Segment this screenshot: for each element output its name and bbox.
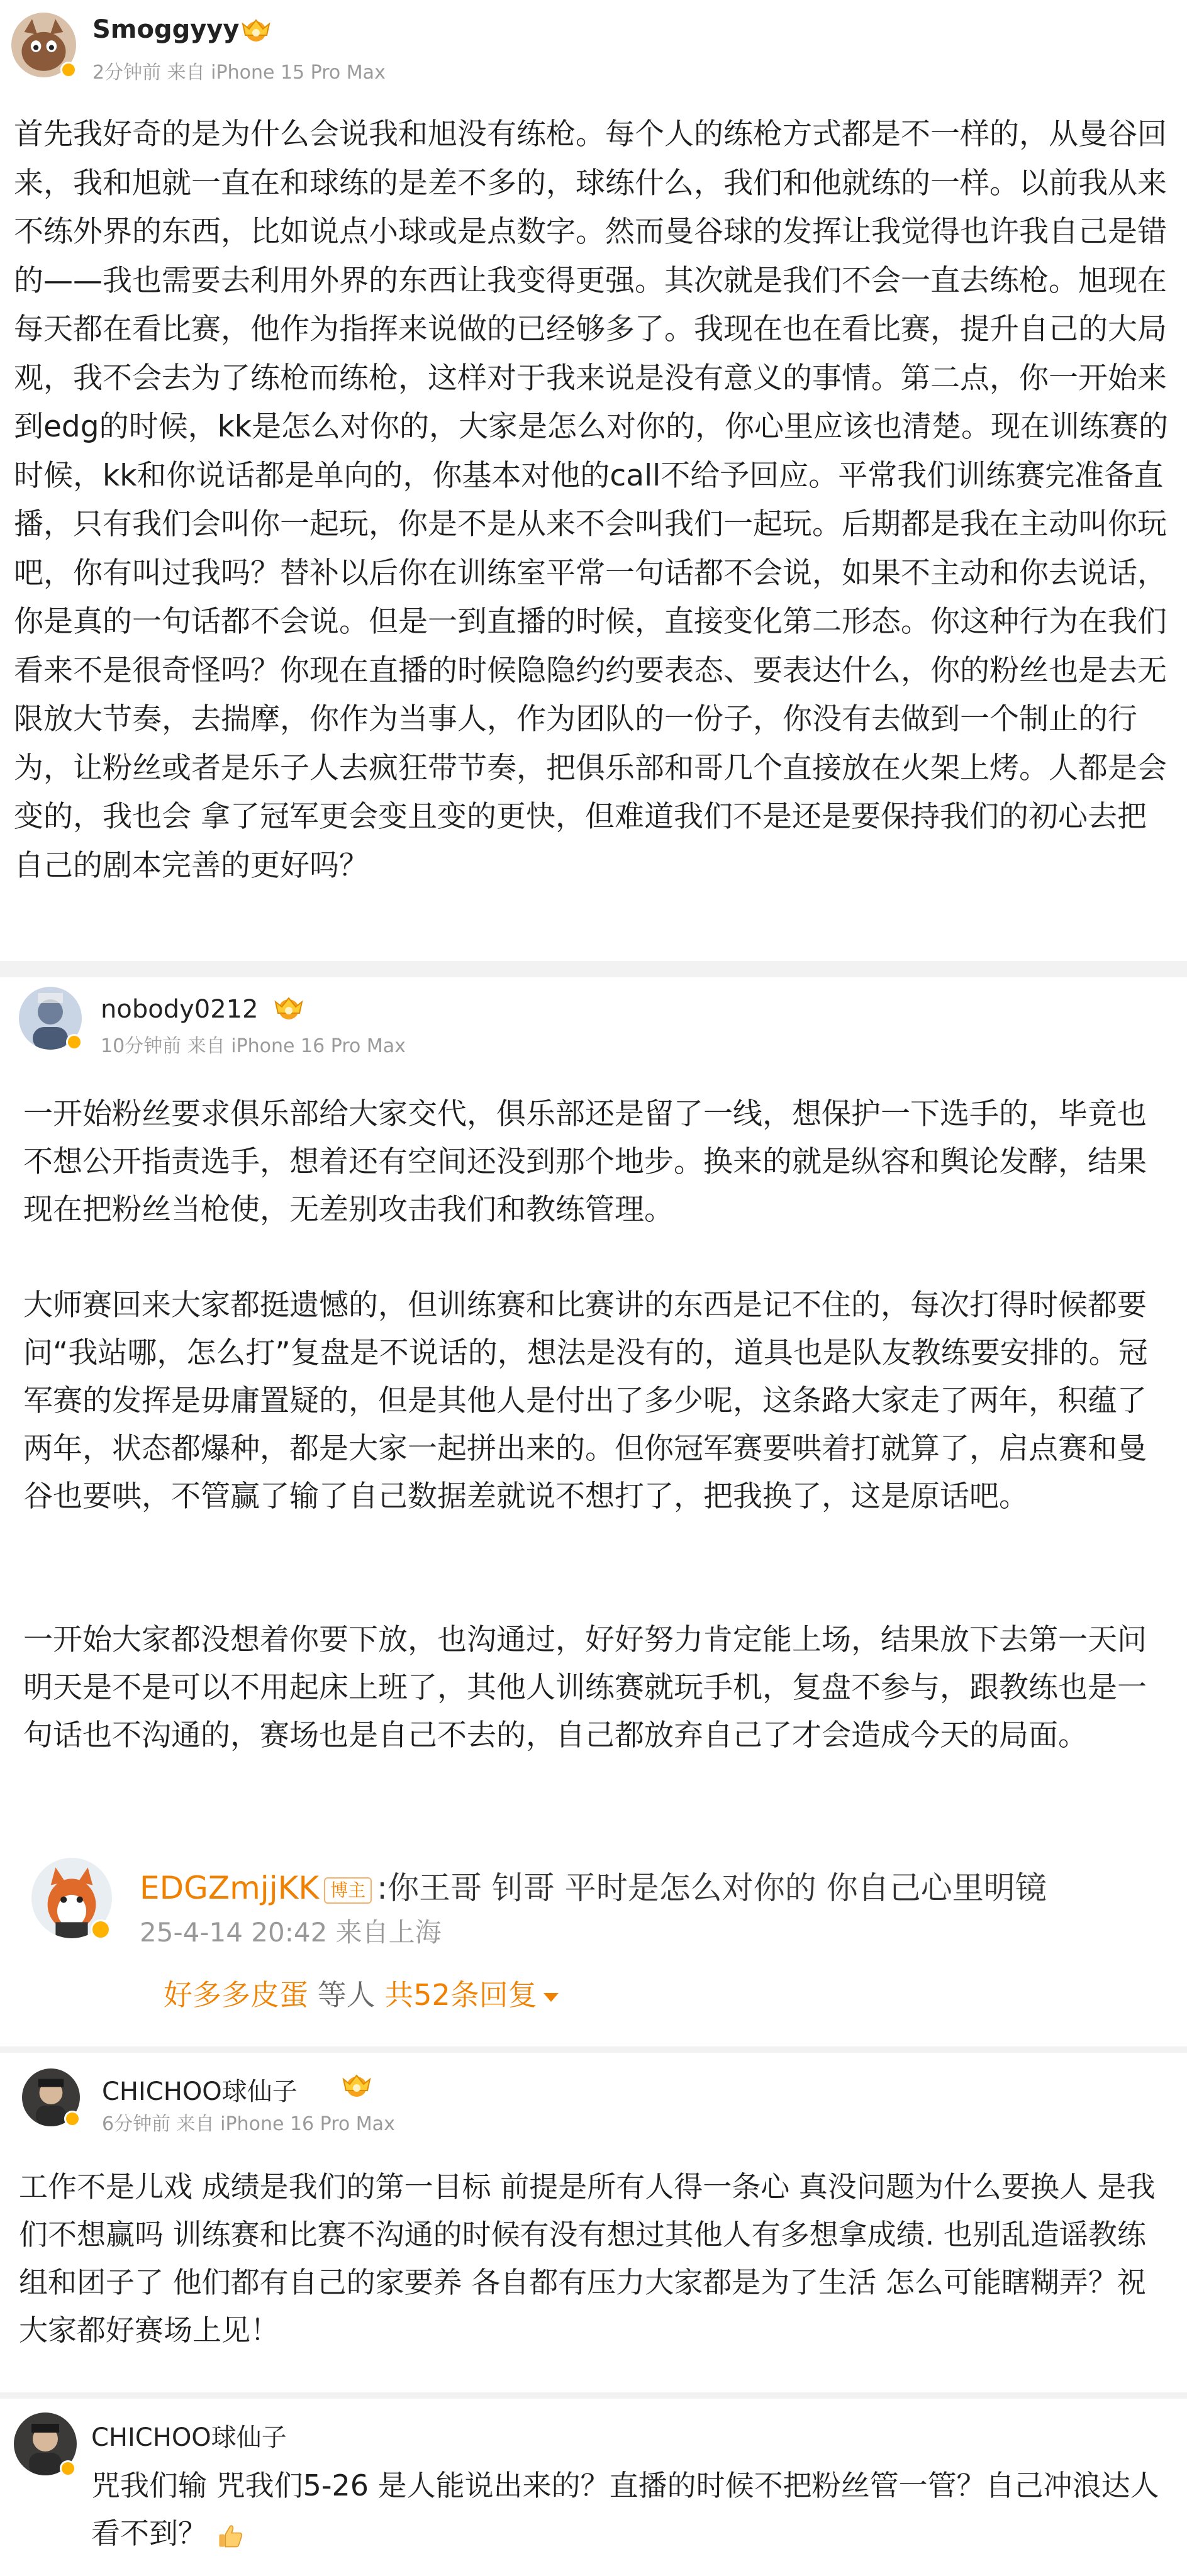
more-replies-users[interactable]: 好多多皮蛋 [164, 1978, 308, 2012]
reply-meta: 25-4-14 20:42 来自上海 [140, 1917, 442, 1948]
post-body-paragraph-2: 大师赛回来大家都挺遗憾的，但训练赛和比赛讲的东西是记不住的，每次打得时候都要问“我站哪，怎么打”复盘是不说话的，想法是没有的，道具也是队友教练要安排的。冠军赛的发挥是毋庸置疑的，但是其他人是付出了多少呢，这条路大家走了两年，积蕴了两年，状态都爆种，都是大家一起拼出来的。但你冠军赛要哄着打就算了，启点赛和曼谷也要哄，不管赢了输了自己数据差就说不想打了，把我换了，这是原话吧。 [23, 1288, 1148, 1514]
post-card-2 [0, 977, 1187, 2046]
divider [0, 2392, 1187, 2399]
username[interactable]: Smoggyyy [92, 15, 240, 44]
post-text: 咒我们输 咒我们5-26 是人能说出来的？直播的时候不把粉丝管一管？自己冲浪达人看不到？ [91, 2468, 1159, 2550]
verified-badge-icon [60, 2460, 76, 2477]
more-replies[interactable] [164, 1972, 559, 2014]
verified-badge-icon [66, 1034, 82, 1050]
host-tag: 博主 [324, 1877, 372, 1904]
post-card-3 [0, 2053, 1187, 2392]
divider [0, 961, 1187, 977]
post-body [91, 2462, 1173, 2557]
chevron-down-icon [543, 1993, 559, 2002]
post-card-1 [0, 0, 1187, 959]
post-meta: 10分钟前 来自 iPhone 16 Pro Max [101, 1035, 406, 1057]
verified-badge-icon [91, 1919, 111, 1940]
post-card-4 [0, 2399, 1187, 2576]
verified-badge-icon [60, 62, 77, 78]
verified-badge-icon [64, 2111, 81, 2127]
post-body: 工作不是儿戏 成绩是我们的第一目标 前提是所有人得一条心 真没问题为什么要换人 是我们不想赢吗 训练赛和比赛不沟通的时候有没有想过其他人有多想拿成绩. 也别乱造谣教练组和团子了 他们都有自己的家要养 各自都有压力大家都是为了生活 怎么可能瞎糊弄？祝大家都好赛场上见！ [19, 2170, 1156, 2347]
reply-block[interactable] [25, 1858, 1157, 2046]
thumbs-up-icon [216, 2522, 244, 2550]
reply-username[interactable]: EDGZmjjKK [140, 1870, 320, 1906]
post-meta: 6分钟前 来自 iPhone 16 Pro Max [102, 2113, 395, 2135]
post-body-paragraph-1: 一开始粉丝要求俱乐部给大家交代，俱乐部还是留了一线，想保护一下选手的，毕竟也不想公开指责选手，想着还有空间还没到那个地步。换来的就是纵容和舆论发酵，结果现在把粉丝当枪使，无差别攻击我们和教练管理。 [23, 1097, 1147, 1227]
post-body-paragraph-3: 一开始大家都没想着你要下放，也沟通过，好好努力肯定能上场，结果放下去第一天问明天是不是可以不用起床上班了，其他人训练赛就玩手机，复盘不参与，跟教练也是一句话也不沟通的，赛场也是自己不去的，自己都放弃自己了才会造成今天的局面。 [23, 1623, 1147, 1753]
reply-text: :你王哥 钊哥 平时是怎么对你的 你自己心里明镜 [377, 1870, 1047, 1906]
username[interactable]: CHICHOO球仙子 [91, 2423, 287, 2452]
more-replies-mid: 等人 [308, 1978, 385, 2012]
post-body: 首先我好奇的是为什么会说我和旭没有练枪。每个人的练枪方式都是不一样的，从曼谷回来，我和旭就一直在和球练的是差不多的，球练什么，我们和他就练的一样。以前我从来不练外界的东西，比如说点小球或是点数字。然而曼谷球的发挥让我觉得也许我自己是错的——我也需要去利用外界的东西让我变得更强。其次就是我们不会一直去练枪。旭现在每天都在看比赛，他作为指挥来说做的已经够多了。我现在也在看比赛，提升自己的大局观，我不会去为了练枪而练枪，这样对于我来说是没有意义的事情。第二点，你一开始来到edg的时候，kk是怎么对你的，大家是怎么对你的，你心里应该也清楚。现在训练赛的时候，kk和你说话都是单向的，你基本对他的call不给予回应。平常我们训练赛完准备直播，只有我们会叫你一起玩，你是不是从来不会叫我们一起玩。后期都是我在主动叫你玩吧，你有叫过我吗？替补以后你在训练室平常一句话都不会说，如果不主动和你去说话，你是真的一句话都不会说。但是一到直播的时候，直接变化第二形态。你这种行为在我们看来不是很奇怪吗？你现在直播的时候隐隐约约要表态、要表达什么，你的粉丝也是去无限放大节奏，去揣摩，你作为当事人，作为团队的一份子，你没有去做到一个制止的行为，让粉丝或者是乐子人去疯狂带节奏，把俱乐部和哥几个直接放在火架上烤。人都是会变的，我也会 拿了冠军更会变且变的更快，但难道我们不是还是要保持我们的初心去把自己的剧本完善的更好吗？ [14, 117, 1169, 883]
divider [0, 2046, 1187, 2053]
crown-level-icon [238, 16, 274, 44]
crown-level-icon [338, 2072, 375, 2099]
username[interactable]: CHICHOO球仙子 [102, 2077, 298, 2106]
crown-level-icon [270, 994, 307, 1022]
post-meta: 2分钟前 来自 iPhone 15 Pro Max [92, 62, 386, 84]
more-replies-count[interactable]: 共52条回复 [384, 1978, 537, 2012]
username[interactable]: nobody0212 [101, 995, 259, 1024]
reply-line [140, 1863, 1047, 1908]
